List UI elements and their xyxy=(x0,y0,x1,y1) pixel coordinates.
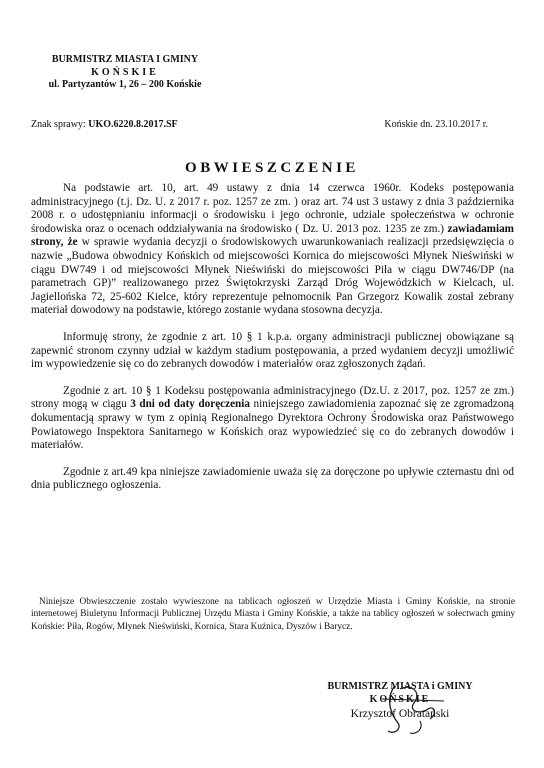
paragraph-1-emphasis: zawiadamiam strony, że xyxy=(31,222,514,249)
signature-title: BURMISTRZ MIASTA i GMINY xyxy=(327,681,473,692)
paragraph-3-part-a: Zgodnie z art. 10 § 1 Kodeksu postępowania administracyjnego (Dz.U. z 2017, poz. 1257 ze zm.) strony mogą w ciągu xyxy=(31,384,514,411)
paragraph-review-deadline xyxy=(31,385,514,453)
issuer-header xyxy=(0,54,250,92)
paragraph-1-part-c: w sprawie wydania decyzji o środowiskowych uwarunkowaniach realizacji przedsięwzięcia o nazwie „Budowa obwodnicy Końskich od miejscowości Kornica do miejscowości Młynek Nieświński w ciągu DW749 i od miejscowości Młynek Nieświński do miejscowości Piła w ciągu DW746/DP (na parametrach GP)” realizowanego przez Świętokrzyski Zarząd Dróg Wojewódzkich w Kielcach, ul. Jagiellońska 72, 25-602 Kielce, który reprezentuje pełnomocnik Pan Grzegorz Kowalik został zebrany materiał dowodowy na podstawie, którego zostanie wydana stosowna decyzja. xyxy=(31,236,514,317)
paragraph-legal-basis xyxy=(31,182,514,318)
reference-line xyxy=(31,119,488,130)
posting-note xyxy=(31,596,515,633)
case-reference xyxy=(31,119,178,130)
signature-block xyxy=(300,681,500,721)
issuer-title: BURMISTRZ MIASTA I GMINY xyxy=(51,54,199,65)
issuer-town: KOŃSKIE xyxy=(91,66,159,78)
paragraph-parties-rights: Informuję strony, że zgodnie z art. 10 § 1 k.p.a. organy administracji publicznej obowiązane są zapewnić stronom czynny udział w każdym stadium postępowania, a przed wydaniem decyzji umożliwić im wypowiedzenie się co do zebranych dowodów i materiałów oraz zgłoszonych żądań. xyxy=(31,330,514,371)
posting-note-text: Niniejsze Obwieszczenie zostało wywieszone na tablicach ogłoszeń w Urzędzie Miasta i Gminy Końskie, na stronie internetowej Biuletynu Informacji Publicznej Urzędu Miasta i Gminy Końskie, a także na tablicy ogłoszeń w sołectwach gminy Końskie: Piła, Rogów, Młynek Nieświński, Kornica, Stara Kuźnica, Dyszów i Barycz. xyxy=(31,597,515,632)
case-reference-label: Znak sprawy: xyxy=(31,119,86,130)
signatory-name: Krzysztof Obratański xyxy=(350,708,450,720)
paragraph-1-part-a: Na podstawie art. 10, art. 49 ustawy z dnia 14 czerwca 1960r. Kodeks postępowania administracyjnego (t.j. Dz. U. z 2017 r. poz. 1257 ze zm. ) oraz art. 74 ust 3 ustawy z dnia 3 października 2008 r. o udostępnianiu informacji o środowisku i jego ochronie, udziale społeczeństwa w ochronie środowiska oraz o ocenach oddziaływania na środowisko ( Dz. U. 2013 poz. 1235 ze zm.) xyxy=(31,182,514,235)
issuer-address: ul. Partyzantów 1, 26 – 200 Końskie xyxy=(48,79,202,90)
case-reference-number: UKO.6220.8.2017.SF xyxy=(88,119,178,130)
document-body xyxy=(31,182,514,493)
document-date: Końskie dn. 23.10.2017 r. xyxy=(384,119,488,130)
document-title: OBWIESZCZENIE xyxy=(185,160,359,176)
paragraph-3-emphasis: 3 dni od daty doręczenia xyxy=(130,398,250,411)
paragraph-3-part-c: niniejszego zawiadomienia zapoznać się ze zgromadzoną dokumentacją sprawy w tym z opinią Regionalnego Dyrektora Ochrony Środowiska oraz Państwowego Powiatowego Inspektora Sanitarnego w Końskich oraz wypowiedzieć się co do zebranych dowodów i materiałów. xyxy=(31,398,515,452)
paragraph-delivery-rule: Zgodnie z art.49 kpa niniejsze zawiadomienie uważa się za doręczone po upływie czternastu dni od dnia publicznego ogłoszenia. xyxy=(31,465,514,492)
signature-town: KOŃSKIE xyxy=(369,693,431,705)
